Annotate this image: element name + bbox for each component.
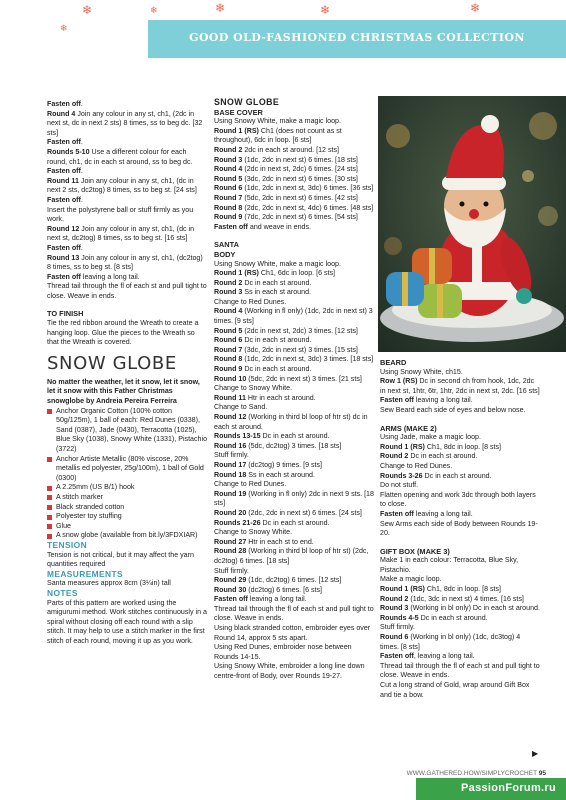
paragraph: Change to Snowy White. xyxy=(214,528,293,537)
santa-photo xyxy=(378,96,566,352)
paragraph: Cut a long strand of Gold, wrap around Gift Box and tie a bow. xyxy=(380,681,530,699)
paragraph: Santa measures approx 8cm (3¼in) tall xyxy=(47,579,171,588)
paragraph: Round 3 (Working in bl only) Dc in each st around. xyxy=(380,604,540,613)
column-middle xyxy=(214,98,374,682)
paragraph: Using Snowy White, embroider a long line down centre-front of Body, over Rounds 19-27. xyxy=(214,662,365,681)
paragraph: Round 10 (5dc, 2dc in next st) 3 times. [21 sts] xyxy=(214,374,362,383)
snowflake-icon: ❄ xyxy=(470,1,481,15)
snowflake-icon: ❄ xyxy=(215,1,226,15)
paragraph: Flatten opening and work 3dc through both layers to close. xyxy=(380,490,536,509)
paragraph: Round 11 Join any colour in any st, ch1, (dc in next 2 sts, dc2tog) 8 times, ss to beg st. [24 sts] xyxy=(47,176,197,195)
paragraph: Round 2 Dc in each st around. xyxy=(380,452,478,461)
paragraph: Round 5 (3dc, 2dc in next st) 6 times. [30 sts] xyxy=(214,174,358,183)
paragraph: Fasten off. xyxy=(47,138,83,147)
paragraph: Round 27 Htr in each st to end. xyxy=(214,537,314,546)
arrow-right-icon: ▶ xyxy=(532,749,539,758)
paragraph: Fasten off and weave in ends. xyxy=(214,222,312,231)
list-item: Anchor Artiste Metallic (80% viscose, 20% metallis ed polyester, 25g/100m), 1 ball of Gold (0300) xyxy=(47,455,207,484)
paragraph: Round 6 (Working in bl only) (1dc, dc3tog) 4 times. [8 sts] xyxy=(380,633,521,651)
paragraph: Sew Arms each side of Body between Rounds 19-20. xyxy=(380,519,538,538)
list-item: A 2.25mm (US B/1) hook xyxy=(47,483,207,493)
list-item: A snow globe (available from bit.ly/3FDXIAR) xyxy=(47,531,207,541)
subheading: BEARD xyxy=(380,358,407,367)
watermark-text: PassionForum.ru xyxy=(461,782,556,794)
paragraph: Round 4 Join any colour in any st, ch1, (2dc in next st, dc in next 2 sts) 8 times, ss to beg dc. [32 sts] xyxy=(47,109,203,137)
paragraph: Rounds 21-26 Dc in each st around. xyxy=(214,518,330,527)
paragraph: Round 2 (1dc, 3dc in next st) 4 times. [16 sts] xyxy=(380,594,524,603)
subheading: BASE COVER xyxy=(214,107,263,117)
paragraph: Round 9 (7dc, 2dc in next st) 6 times. [54 sts] xyxy=(214,213,358,222)
santa-illustration xyxy=(378,96,566,352)
snowflake-icon: ❄ xyxy=(82,3,93,17)
paragraph: Fasten off, leaving a long tail. xyxy=(380,652,475,661)
column-right xyxy=(380,358,540,700)
paragraph: Change to Sand. xyxy=(214,403,268,412)
article-title: SNOW GLOBE xyxy=(47,352,177,374)
paragraph: Fasten off. xyxy=(47,167,83,176)
paragraph: Tension is not critical, but it may affect the yarn quantities required xyxy=(47,550,194,569)
paragraph: Using black stranded cotton, embroider eyes over Round 14, approx 5 sts apart. xyxy=(214,624,371,642)
section-heading: TO FINISH xyxy=(47,309,84,319)
paragraph: Round 13 Join any colour in any st, ch1, (dc2tog) 8 times, ss to beg st. [8 sts] xyxy=(47,253,203,272)
paragraph: Round 2 2dc in each st around. [12 sts] xyxy=(214,145,339,154)
paragraph: Round 11 Htr in each st around. xyxy=(214,393,316,402)
paragraph: Round 5 (2dc in next st, 2dc) 3 times. [12 sts] xyxy=(214,326,358,335)
paragraph: Round 6 Dc in each st around. xyxy=(214,336,312,345)
paragraph: Do not stuff. xyxy=(380,481,419,490)
paragraph: Thread tail through the fl of each st and pull tight to close. Weave in ends. xyxy=(47,282,207,300)
subheading: ARMS (MAKE 2) xyxy=(380,423,437,433)
paragraph: Make a magic loop. xyxy=(380,575,442,584)
watermark-badge xyxy=(416,778,566,800)
section-heading: TENSION xyxy=(47,539,88,550)
footer-url: WWW.GATHERED.HOW/SIMPLYCROCHET 95 xyxy=(406,770,546,777)
list-item: A stitch marker xyxy=(47,493,207,503)
paragraph: Rounds 4-5 Dc in each st around. xyxy=(380,613,488,622)
paragraph: Round 1 (RS) Ch1, 8dc in loop. [8 sts] xyxy=(380,585,502,594)
list-item: Polyester toy stuffing xyxy=(47,512,207,522)
paragraph: Round 9 Dc in each st around. xyxy=(214,365,312,374)
section-title: SNOW GLOBE xyxy=(214,97,280,107)
paragraph: Rounds 5-10 Use a different colour for each round, ch1, dc in each st around, ss to beg dc. xyxy=(47,147,193,166)
paragraph: Round 7 (3dc, 2dc in next st) 3 times. [15 sts] xyxy=(214,345,358,354)
paragraph: Round 4 (2dc in next st, 2dc) 6 times. [24 sts] xyxy=(214,165,358,174)
paragraph: Round 12 (Working in third bl loop of htr st) dc in each st around. xyxy=(214,413,368,431)
paragraph: Sew Beard each side of eyes and below nose. xyxy=(380,405,526,414)
paragraph: Round 19 (Working in fl only) 2dc in next 9 sts. [18 sts] xyxy=(214,489,374,508)
paragraph: Using Red Dunes, embroider nose between Rounds 14-15. xyxy=(214,643,352,661)
snowflake-icon: ❄ xyxy=(320,3,331,17)
paragraph: Fasten off leaving a long tail. xyxy=(214,595,307,604)
paragraph: Round 28 (Working in third bl loop of htr st) (2dc, dc2tog) 6 times. [18 sts] xyxy=(214,547,369,565)
snowflake-icon: ❄ xyxy=(150,5,158,15)
materials-list xyxy=(47,407,207,541)
subheading: SANTA xyxy=(214,240,239,250)
paragraph: Round 3 (1dc, 2dc in next st) 6 times. [18 sts] xyxy=(214,155,358,164)
paragraph: Using Snowy White, make a magic loop. xyxy=(214,117,341,126)
paragraph: Round 20 (2dc, 2dc in next st) 6 times. [24 sts] xyxy=(214,508,362,517)
paragraph: Using Snowy White, make a magic loop. xyxy=(214,259,341,268)
list-item: Anchor Organic Cotton (100% cotton 50g/125m), 1 ball of each: Red Dunes (0338), Sand (0387), Jade (0430), Terracotta (1025), Blue Sky (1038), Snowy White (1331), Pistachio (3722) xyxy=(47,407,207,455)
paragraph: Using Snowy White, ch15. xyxy=(380,367,463,376)
paragraph: Thread tail through the fl of each st and pull tight to close. Weave in ends. xyxy=(380,661,540,680)
paragraph: Round 4 (Working in fl only) (1dc, 2dc in next st) 3 times. [9 sts] xyxy=(214,307,373,326)
paragraph: Round 3 Ss in each st around. xyxy=(214,288,311,297)
list-item: Black stranded cotton xyxy=(47,503,207,513)
paragraph: Row 1 (RS) Dc in second ch from hook, 1dc, 2dc in next st, 1htr, 6tr, 1htr, 2dc in next st, 2dc. [16 sts] xyxy=(380,377,540,395)
paragraph: Round 12 Join any colour in any st, ch1, (dc in next st, dc2tog) 8 times, ss to beg st. [16 sts] xyxy=(47,224,195,243)
paragraph: Stuff firmly. xyxy=(214,451,249,460)
paragraph: Round 7 (5dc, 2dc in next st) 6 times. [42 sts] xyxy=(214,193,358,202)
section-heading: NOTES xyxy=(47,587,78,598)
paragraph: Round 8 (2dc, 2dc in next st, 4dc) 6 times. [48 sts] xyxy=(214,203,374,212)
paragraph: Fasten off leaving a long tail. xyxy=(47,272,140,281)
paragraph: Change to Red Dunes. xyxy=(380,461,453,470)
paragraph: Fasten off leaving a long tail. xyxy=(380,509,473,518)
paragraph: Round 16 (5dc, dc2tog) 3 times. [18 sts] xyxy=(214,441,342,450)
paragraph: Fasten off leaving a long tail. xyxy=(380,396,473,405)
subheading: BODY xyxy=(214,249,236,259)
paragraph: Round 6 (1dc, 2dc in next st, 3dc) 6 times. [36 sts] xyxy=(214,184,374,193)
paragraph: Round 1 (RS) Ch1 (does not count as st throughout), 6dc in loop. [6 sts] xyxy=(214,126,342,145)
paragraph: Round 17 (dc2tog) 9 times. [9 sts] xyxy=(214,460,323,469)
header-banner xyxy=(148,20,566,58)
paragraph: Rounds 13-15 Dc in each st around. xyxy=(214,432,330,441)
paragraph: Rounds 3-26 Dc in each st around. xyxy=(380,471,492,480)
subheading: GIFT BOX (MAKE 3) xyxy=(380,546,450,556)
paragraph: Insert the polystyrene ball or stuff firmly as you work. xyxy=(47,205,194,224)
paragraph: Tie the red ribbon around the Wreath to create a hanging loop. Glue the pieces to the Wreath so that the Wreath is covered. xyxy=(47,319,199,347)
paragraph: Change to Red Dunes. xyxy=(214,297,287,306)
paragraph: Stuff firmly. xyxy=(380,623,415,632)
paragraph: Round 2 Dc in each st around. xyxy=(214,278,312,287)
list-item: Glue xyxy=(47,522,207,532)
paragraph: Round 1 (RS) Ch1, 6dc in loop. [6 sts] xyxy=(214,269,336,278)
column-left xyxy=(47,100,207,646)
paragraph: Thread tail through the fl of each st and pull tight to close. Weave in ends. xyxy=(214,604,374,623)
paragraph: Make 1 in each colour: Terracotta, Blue Sky, Pistachio. xyxy=(380,556,519,574)
paragraph: Fasten off. xyxy=(47,195,83,204)
paragraph: Parts of this pattern are worked using the amigurumi method. Work stitches continuously in a spiral without closing off each round with a slip stitch. It may help to use a stitch marker in the first stitch of each round, moving it up as you work. xyxy=(47,598,207,645)
paragraph: Using Jade, make a magic loop. xyxy=(380,433,481,442)
paragraph: Stuff firmly. xyxy=(214,566,249,575)
intro-text: No matter the weather, let it snow, let it snow, let it snow with this Father Christmas snowglobe by Andreia Pereira Ferreira xyxy=(47,377,200,406)
paragraph: Fasten off. xyxy=(47,100,83,108)
paragraph: Round 30 (dc2tog) 6 times. [6 sts] xyxy=(214,585,323,594)
paragraph: Round 8 (1dc, 2dc in next st, 3dc) 3 times. [18 sts] xyxy=(214,355,374,364)
paragraph: Round 1 (RS) Ch1, 8dc in loop. [8 sts] xyxy=(380,442,502,451)
snowflake-icon: ❄ xyxy=(60,23,68,33)
paragraph: Round 29 (1dc, dc2tog) 6 times. [12 sts] xyxy=(214,576,342,585)
paragraph: Change to Snowy White. xyxy=(214,384,293,393)
paragraph: Change to Red Dunes. xyxy=(214,480,287,489)
section-heading: MEASUREMENTS xyxy=(47,568,123,579)
paragraph: Fasten off. xyxy=(47,243,83,252)
header-title: GOOD OLD-FASHIONED CHRISTMAS COLLECTION xyxy=(189,31,525,44)
paragraph: Round 18 Ss in each st around. xyxy=(214,470,315,479)
